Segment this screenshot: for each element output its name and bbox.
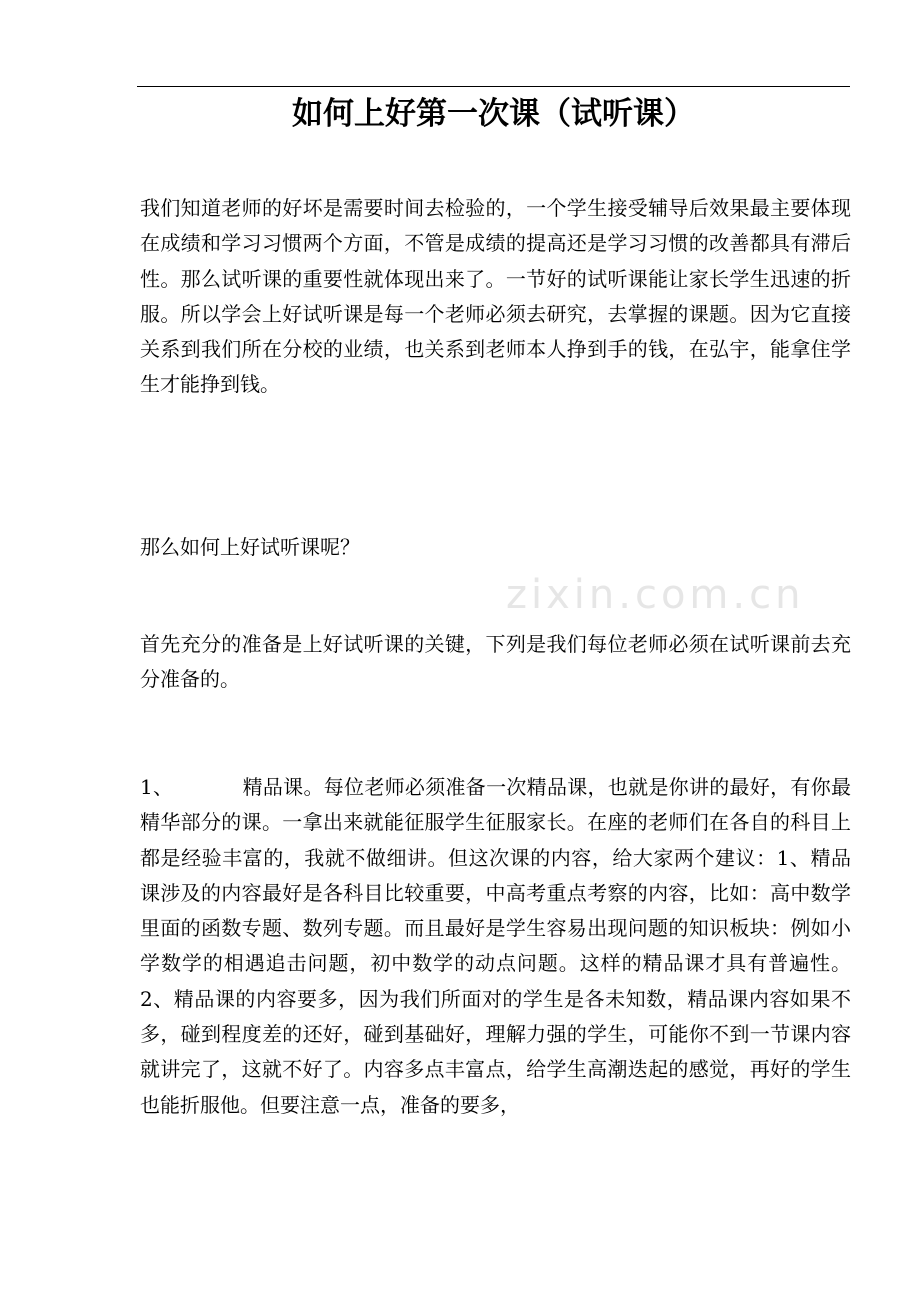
preparation-paragraph: 首先充分的准备是上好试听课的关键，下列是我们每位老师必须在试听课前去充分准备的。 [140, 632, 851, 692]
document-title: 如何上好第一次课（试听课） [292, 96, 695, 132]
header-rule [137, 86, 850, 87]
intro-paragraph: 我们知道老师的好坏是需要时间去检验的，一个学生接受辅导后效果最主要体现在成绩和学习习惯两个方面，不管是成绩的提高还是学习习惯的改善都具有滞后性。那么试听课的重要性就体现出来了。一节好的试听课能让家长学生迅速的折服。所以学会上好试听课是每一个老师必须去研究，去掌握的课题。因为它直接关系到我们所在分校的业绩，也关系到老师本人挣到手的钱，在弘宇，能拿住学生才能挣到钱。 [140, 196, 851, 397]
list-item-text: 精品课。每位老师必须准备一次精品课，也就是你讲的最好，有你最精华部分的课。一拿出来就能征服学生征服家长。在座的老师们在各自的科目上都是经验丰富的，我就不做细讲。但这次课的内容，给大家两个建议：1、精品课涉及的内容最好是各科目比较重要，中高考重点考察的内容，比如：高中数学里面的函数专题、数列专题。而且最好是学生容易出现问题的知识板块：例如小学数学的相遇追击问题，初中数学的动点问题。这样的精品课才具有普遍性。2、精品课的内容要多，因为我们所面对的学生是各未知数，精品课内容如果不多，碰到程度差的还好，碰到基础好，理解力强的学生，可能你不到一节课内容就讲完了，这就不好了。内容多点丰富点，给学生高潮迭起的感觉，再好的学生也能折服他。但要注意一点，准备的要多， [140, 775, 851, 1117]
list-item-number: 1、 [140, 775, 174, 799]
list-item [140, 770, 851, 1123]
watermark: zixin.com.cn [506, 572, 805, 618]
question-paragraph: 那么如何上好试听课呢？ [140, 535, 360, 559]
